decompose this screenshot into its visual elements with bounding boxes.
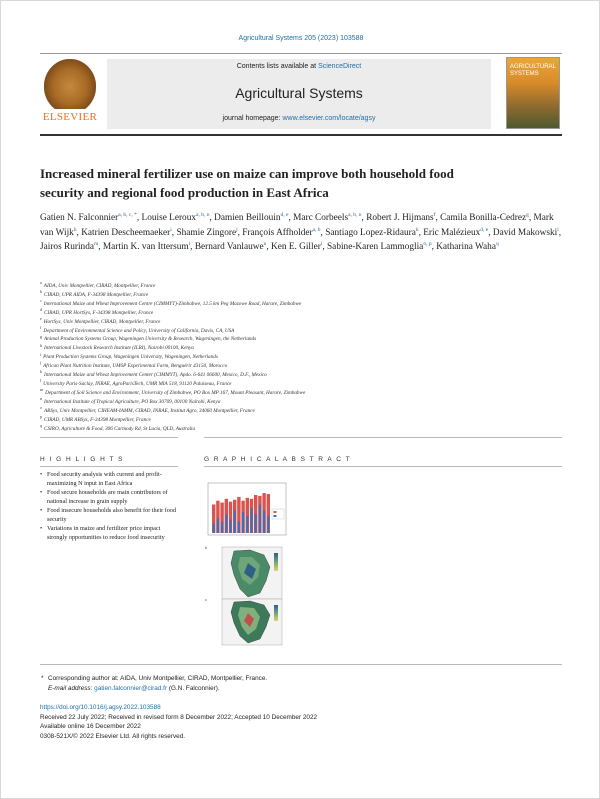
author-name[interactable]: Sabine-Karen Lammoglia — [327, 242, 424, 252]
author-affiliation-marker[interactable]: q — [495, 240, 499, 247]
author-affiliation-marker[interactable]: l — [557, 226, 559, 233]
author-name[interactable]: Marc Corbeels — [293, 213, 349, 223]
ga-panel-c-marker: c — [205, 598, 207, 602]
affiliation-text: CIRAD, UPR AIDA, F-34398 Montpellier, France — [44, 291, 149, 298]
affiliation-marker: b — [40, 289, 42, 295]
cover-title: AGRICULTURAL SYSTEMS — [510, 64, 556, 77]
author-name[interactable]: Jairos Rurinda — [40, 242, 94, 252]
author-list: Gatien N. Falconnier$^{a, b, c, *}$, Louise Leroux$^{a, b, n}$, Damien Beillouin$^{d, e}$, Marc Corbeels$^{a, b, n}$, Robert J. Hijmans$^f$, Camila Bonilla-Cedrez$^g$, Mark van Wijk$^h$, Katrien Descheemaeker$^i$, Shamie Zingore$^j$, François Affholder$^{a, b}$, Santiago Lopez-Ridaura$^k$, Eric Malézieux$^{d, e}$, David Makowski$^l$, Jairos Rurinda$^m$, Martin K. van Ittersum$^i$, Bernard Vanlauwe$^n$, Ken E. Giller$^i$, Sabine-Karen Lammoglia$^{o, p}$, Katharina Waha$^q$ — [40, 211, 562, 252]
author-name[interactable]: David Makowski — [492, 227, 558, 238]
affiliation-text: International Maize and Wheat Improvement Centre (CIMMYT)-Zimbabwe, 12.5 km Peg Mazowe Road, Harare, Zimbabwe — [43, 300, 302, 307]
affiliation-text: CIRAD, UMR ABSys, F-34398 Montpellier, France — [44, 416, 151, 423]
author-name[interactable]: Robert J. Hijmans — [366, 213, 434, 223]
corresponding-star: * — [41, 675, 44, 682]
affiliation-marker: e — [40, 315, 42, 321]
graphical-abstract-figure[interactable] — [204, 471, 354, 646]
graphical-abstract-image — [204, 471, 354, 646]
journal-title: Agricultural Systems — [235, 85, 363, 101]
affiliation-item — [40, 344, 565, 353]
affiliation-text: Animal Production Systems Group, Wageningen University & Research, Wageningen, the Netherlands — [44, 336, 257, 343]
journal-reference-link[interactable]: Agricultural Systems 205 (2023) 103588 — [238, 35, 364, 42]
author-affiliation-marker[interactable]: g — [526, 211, 529, 218]
ga-bar-blue — [229, 520, 231, 533]
author-affiliation-marker[interactable]: f — [433, 211, 436, 218]
affiliation-text: ABSys, Univ Montpellier, CIHEAM-IAMM, CIRAD, INRAE, Institut Agro, 34060 Montpellier, France — [44, 407, 255, 414]
affiliation-item — [40, 380, 565, 389]
graphical-abstract-heading: G R A P H I C A L A B S T R A C T — [204, 456, 352, 463]
highlight-item: • Variations in maize and fertilizer price impact strongly opportunities to reduce food insecurity — [40, 525, 178, 543]
affiliation-text: Department of Soil Science and Environment, University of Zimbabwe, PO Box MP 167, Mount Pleasant, Harare, Zimbabwe — [45, 389, 306, 396]
affiliation-marker: i — [40, 351, 42, 357]
available-online: Available online 16 December 2022 — [40, 723, 141, 730]
ga-bar-blue — [234, 510, 236, 533]
author-affiliation-marker[interactable]: a, b, c, * — [118, 211, 137, 218]
ga-bar-blue — [255, 514, 257, 533]
author-name[interactable]: Damien Beillouin — [214, 213, 281, 223]
affiliation-item — [40, 404, 565, 416]
journal-cover-thumbnail[interactable] — [506, 57, 560, 129]
sciencedirect-link[interactable]: ScienceDirect — [318, 63, 362, 70]
email-line — [48, 684, 548, 694]
ga-bar-blue — [221, 522, 223, 533]
journal-masthead — [107, 59, 491, 129]
affiliation-item — [40, 353, 565, 362]
contents-prefix: Contents lists available at — [236, 63, 319, 70]
ga-bar-blue — [217, 518, 219, 533]
affiliation-list — [40, 282, 565, 433]
doi-link[interactable]: https://doi.org/10.1016/j.agsy.2022.103588 — [40, 704, 161, 711]
ga-bar-blue — [267, 516, 269, 533]
affiliation-marker: j — [40, 360, 42, 366]
affiliation-marker: h — [40, 342, 42, 348]
affiliation-item — [40, 362, 565, 371]
affiliation-marker: d — [40, 306, 42, 312]
author-name[interactable]: Mark van Wijk — [40, 213, 554, 238]
affiliation-marker: f — [40, 324, 42, 330]
homepage-line — [107, 115, 491, 122]
affiliation-marker: p — [40, 413, 42, 419]
ga-bar-blue — [263, 510, 265, 533]
affiliation-marker: c — [40, 298, 42, 304]
author-name[interactable]: Katharina Waha — [436, 242, 496, 252]
highlights-heading: H I G H L I G H T S — [40, 456, 125, 463]
author-name[interactable]: Louise Leroux — [141, 213, 197, 223]
affiliation-text: University Paris-Saclay, INRAE, AgroParisTech, UMR MIA 518, 91120 Palaiseau, France — [43, 380, 232, 387]
affiliation-item — [40, 422, 565, 434]
bibliographic-info — [40, 703, 540, 741]
author-name[interactable]: Eric Malézieux — [423, 227, 481, 238]
ga-map-c-legend — [274, 605, 278, 621]
affiliation-marker: q — [40, 422, 42, 428]
affiliation-text: International Livestock Research Institute (ILRI), Nairobi 00100, Kenya — [44, 345, 194, 352]
author-affiliation-marker[interactable]: m — [93, 240, 99, 247]
email-link[interactable]: gatien.falconnier@cirad.fr — [94, 684, 168, 692]
affiliation-item — [40, 389, 565, 398]
author-name[interactable]: François Affholder — [242, 227, 313, 238]
author-name[interactable]: Ken E. Giller — [271, 242, 321, 252]
author-name[interactable]: Gatien N. Falconnier — [40, 213, 119, 223]
affiliation-item — [40, 335, 565, 344]
author-name[interactable]: Bernard Vanlauwe — [194, 242, 264, 252]
email-label: E-mail address: — [48, 684, 95, 692]
author-affiliation-marker[interactable]: o, p — [423, 240, 432, 247]
ga-bar-blue — [242, 512, 244, 533]
elsevier-wordmark: ELSEVIER — [42, 111, 98, 123]
author-affiliation-marker[interactable]: i — [320, 240, 323, 247]
journal-homepage-link[interactable]: www.elsevier.com/locate/agsy — [282, 115, 376, 122]
affiliation-marker: l — [40, 378, 42, 384]
footnote-rule — [40, 664, 562, 665]
ga-bar-blue — [238, 522, 240, 533]
contents-line — [107, 63, 491, 70]
author-affiliation-marker[interactable]: j — [236, 226, 238, 233]
affiliation-marker: g — [40, 333, 42, 339]
email-suffix: (G.N. Falconnier). — [167, 684, 220, 692]
affiliation-text: International Maize and Wheat Improvement Center (CIMMYT), Apdo. 6-641 06600, Mexico, D.F., Mexico — [44, 372, 267, 379]
affiliation-text: CIRAD, UPR HortSys, F-34398 Montpellier, France — [44, 309, 154, 316]
ga-map-b-legend — [274, 553, 278, 571]
highlights-bottom-rule — [40, 466, 178, 467]
affiliation-text: African Plant Nutrition Institute, UM6P Experimental Farm, Benguérir 43150, Morocco — [43, 363, 228, 370]
ga-bar-blue — [225, 514, 227, 533]
masthead-top-rule — [40, 53, 562, 54]
highlights-list — [40, 471, 178, 543]
author-affiliation-marker[interactable]: h — [73, 226, 77, 233]
ga-bar-blue — [246, 516, 248, 533]
affiliation-item — [40, 324, 565, 336]
graphical-abstract-top-rule — [204, 437, 562, 438]
affiliation-marker: a — [40, 280, 42, 286]
affiliation-text: Department of Environmental Science and Policy, University of California, Davis, CA, USA — [43, 327, 235, 334]
highlight-item: • Food secure households are main contributors of national increase in grain supply — [40, 489, 178, 507]
author-affiliation-marker[interactable]: d, e — [480, 226, 489, 233]
graphical-abstract-bottom-rule — [204, 466, 562, 467]
author-name[interactable]: Martin K. van Ittersum — [102, 242, 189, 252]
author-name[interactable]: Santiago Lopez-Ridaura — [325, 227, 416, 238]
author-affiliation-marker[interactable]: d, e — [280, 211, 289, 218]
affiliation-text: AIDA, Univ Montpellier, CIRAD, Montpellier, France — [43, 283, 156, 289]
author-affiliation-marker[interactable]: a, b — [312, 226, 321, 233]
received-dates: Received 22 July 2022; Received in revised form 8 December 2022; Accepted 10 December 2022 — [40, 713, 318, 721]
author-name[interactable]: Shamie Zingore — [176, 227, 237, 238]
elsevier-logo[interactable] — [40, 59, 100, 129]
highlight-item: • Food insecure households also benefit for their food security — [40, 507, 178, 525]
author-name[interactable]: Katrien Descheemaeker — [81, 227, 171, 238]
author-name[interactable]: Camila Bonilla-Cedrez — [440, 213, 527, 223]
affiliation-text: HortSys, Univ Montpellier, CIRAD, Montpellier, France — [43, 318, 161, 325]
ga-legend-swatch-blue — [274, 515, 277, 517]
ga-legend-swatch-red — [274, 511, 277, 513]
affiliation-item — [40, 371, 565, 380]
author-affiliation-marker[interactable]: k — [415, 226, 419, 233]
author-affiliation-marker[interactable]: a, b, n — [348, 211, 362, 218]
affiliation-item — [40, 282, 565, 291]
affiliation-item — [40, 306, 565, 318]
masthead-bottom-rule — [40, 134, 562, 136]
elsevier-tree-emblem — [44, 59, 96, 109]
affiliation-item — [40, 398, 565, 407]
ga-panel-b-marker: b — [205, 546, 207, 550]
ga-bar-blue — [250, 508, 252, 533]
homepage-prefix: journal homepage: — [222, 115, 283, 122]
article-title: Increased mineral fertilizer use on maize can improve both household food security and regional food production in East Africa — [40, 166, 454, 200]
affiliation-item — [40, 291, 565, 300]
copyright: 0308-521X/© 2022 Elsevier Ltd. All rights reserved. — [40, 732, 186, 740]
author-affiliation-marker[interactable]: i — [188, 240, 191, 247]
affiliation-item — [40, 300, 565, 309]
affiliation-text: Plant Production Systems Group, Wageningen University, Wageningen, Netherlands — [43, 354, 218, 361]
affiliation-marker: o — [40, 404, 42, 410]
affiliation-item — [40, 315, 565, 327]
ga-bar-blue — [259, 505, 261, 534]
affiliation-marker: m — [40, 387, 44, 393]
affiliation-item — [40, 413, 565, 425]
ga-bar-blue — [213, 524, 215, 534]
author-affiliation-marker[interactable]: n — [263, 240, 267, 247]
affiliation-marker: k — [40, 369, 42, 375]
affiliation-text: CSIRO, Agriculture & Food, 306 Carmody Rd, St Lucia, QLD, Australia — [44, 425, 196, 432]
affiliation-marker: n — [40, 396, 42, 402]
footnotes — [41, 674, 548, 693]
highlight-item: • Food security analysis with current and profit-maximizing N input in East Africa — [40, 471, 178, 489]
corresponding-author-note: Corresponding author at: AIDA, Univ Montpellier, CIRAD, Montpellier, France. — [48, 675, 268, 682]
author-affiliation-marker[interactable]: a, b, n — [196, 211, 210, 218]
highlights-top-rule — [40, 437, 178, 438]
ga-bar-legend — [272, 509, 284, 519]
affiliation-text: International Institute of Tropical Agriculture, PO Box 30709, 00100 Nairobi, Kenya — [44, 398, 221, 405]
author-affiliation-marker[interactable]: i — [170, 226, 172, 233]
